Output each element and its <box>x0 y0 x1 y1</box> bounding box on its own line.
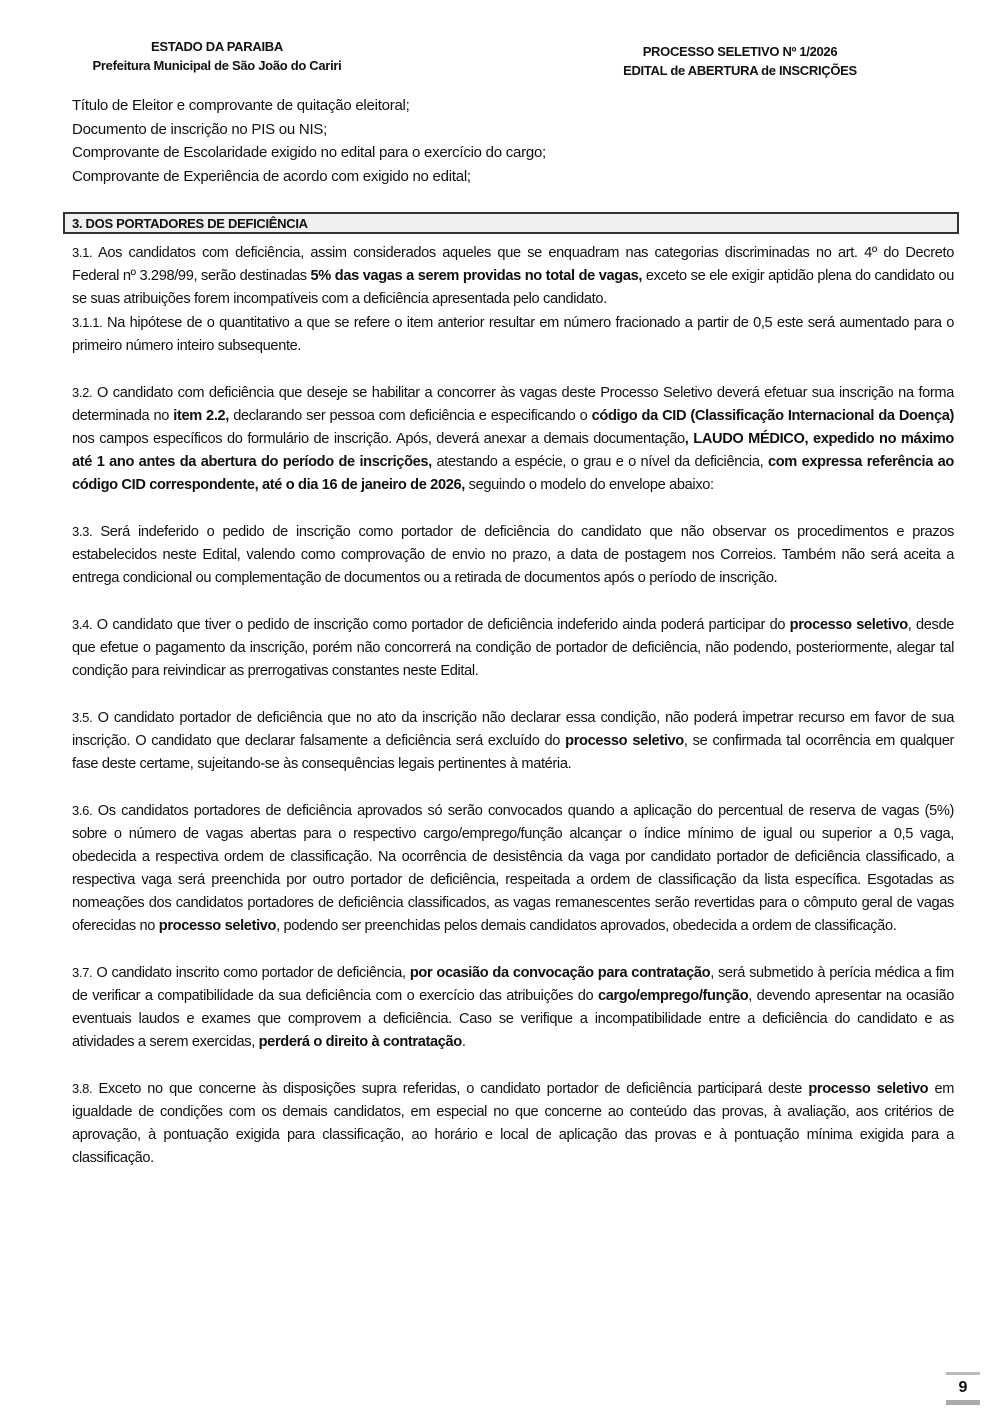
bold-text: item 2.2, <box>173 408 229 424</box>
paragraph-text: O candidato portador de deficiência que no ato da inscrição não declarar essa condição, não poderá impetrar recurso em favor de sua inscrição. O candidato que declarar falsamente a deficiência será excluído do <box>72 710 954 749</box>
paragraph-3-3 <box>72 520 954 590</box>
page-number-box <box>946 1372 980 1405</box>
paragraph-text: O candidato inscrito como portador de deficiência, <box>92 965 410 981</box>
section-heading: 3. DOS PORTADORES DE DEFICIÊNCIA <box>63 212 959 234</box>
paragraph-number: 3.1. <box>72 245 93 260</box>
paragraph-text: Aos candidatos com deficiência, assim considerados aqueles que se enquadram nas categorias discriminadas no art. 4º do Decreto Federal nº 3.298/99, serão destinadas <box>72 245 954 284</box>
bold-text: processo seletivo <box>789 617 908 633</box>
bold-text: código da CID (Classificação Internacional da Doença) <box>591 408 954 424</box>
bold-text: com expressa referência ao código CID correspondente, até o dia 16 de janeiro de 2026, <box>72 454 954 493</box>
paragraph-number: 3.6. <box>72 803 93 818</box>
paragraph-number: 3.2. <box>72 385 93 400</box>
edital-title: EDITAL de ABERTURA de INSCRIÇÕES <box>623 63 857 78</box>
bold-text: por ocasião da convocação para contratação <box>409 965 711 981</box>
bold-text: processo seletivo <box>808 1081 929 1097</box>
paragraph-text: Na hipótese de o quantitativo a que se refere o item anterior resultar em número fracionado a partir de 0,5 este será aumentado para o primeiro número inteiro subsequente. <box>72 315 954 354</box>
paragraph-number: 3.7. <box>72 965 93 980</box>
paragraph-text: nos campos específicos do formulário de inscrição. Após, deverá anexar a demais documentação <box>72 431 685 447</box>
document-list <box>72 94 546 188</box>
bold-text: perderá o direito à contratação <box>258 1034 462 1050</box>
list-item: Comprovante de Experiência de acordo com exigido no edital; <box>72 167 471 185</box>
paragraph-3-6 <box>72 799 954 938</box>
bold-text: 5% das vagas a serem providas no total de vagas, <box>310 268 643 284</box>
state-name: ESTADO DA PARAIBA <box>151 39 283 54</box>
paragraph-text: Os candidatos portadores de deficiência aprovados só serão convocados quando a aplicação do percentual de reserva de vagas (5%) sobre o número de vagas abertas para o respectivo cargo/emprego/função alcançar o índice mínimo de igual ou superior a 0,5 vaga, obedecida a respectiva ordem de classificação. Na ocorrência de desistência da vaga por candidato portador de deficiência classificado, a respectiva vaga será preenchida por outro portador de deficiência, respeitada a ordem de classificação da lista específica. Esgotadas as nomeações dos candidatos portadores de deficiência classificados, as vagas remanescentes serão revertidas para o cômputo geral de vagas oferecidas no <box>72 803 954 934</box>
paragraph-3-1 <box>72 241 954 311</box>
paragraph-text: declarando ser pessoa com deficiência e especificando o <box>229 408 592 424</box>
paragraph-text: , devendo apresentar na ocasião eventuais laudos e exames que comprovem a deficiência. Caso se verifique a incompatibilidade entre a deficiência do candidato e as atividades a serem exercidas, <box>72 988 954 1050</box>
paragraph-3-2 <box>72 381 954 497</box>
paragraph-text: Exceto no que concerne às disposições supra referidas, o candidato portador de deficiência participará deste <box>92 1081 809 1097</box>
paragraph-text: exceto se ele exigir aptidão plena do candidato ou se suas atribuições forem incompatíveis com a deficiência apresentada pelo candidato. <box>72 268 955 307</box>
paragraph-text: O candidato que tiver o pedido de inscrição como portador de deficiência indeferido ainda poderá participar do <box>92 617 790 633</box>
paragraph-3-7 <box>72 961 954 1054</box>
paragraph-text: , será submetido à perícia médica a fim de verificar a compatibilidade da sua deficiência com o exercício das atribuições do <box>72 965 954 1004</box>
paragraph-number: 3.3. <box>72 524 93 539</box>
paragraph-3-4 <box>72 613 954 683</box>
list-item: Documento de inscrição no PIS ou NIS; <box>72 120 328 138</box>
paragraph-3-8 <box>72 1077 954 1170</box>
bold-text: cargo/emprego/função <box>597 988 749 1004</box>
header-right <box>590 42 890 80</box>
paragraph-text: , podendo ser preenchidas pelos demais candidatos aprovados, obedecida a ordem de classificação. <box>276 918 897 934</box>
paragraph-3-5 <box>72 706 954 776</box>
paragraph-text: seguindo o modelo do envelope abaixo: <box>464 477 714 493</box>
paragraph-number: 3.1.1. <box>72 315 103 330</box>
section-body <box>72 241 954 1170</box>
paragraph-text: em igualdade de condições com os demais candidatos, em especial no que concerne ao conteúdo das provas, à avaliação, aos critérios de aprovação, à pontuação exigida para classificação, ao horário e local de aplicação das provas e à pontuação mínima exigida para a classificação. <box>72 1081 955 1166</box>
paragraph-text: , desde que efetue o pagamento da inscrição, porém não concorrerá na condição de portador de deficiência, não podendo, posteriormente, alegar tal condição para reivindicar as prerrogativas constantes neste Edital. <box>72 617 955 679</box>
paragraph-3-1-1 <box>72 311 954 358</box>
page-number: 9 <box>958 1379 968 1396</box>
header-left <box>62 37 372 75</box>
list-item: Título de Eleitor e comprovante de quitação eleitoral; <box>72 97 410 114</box>
paragraph-number: 3.4. <box>72 617 93 632</box>
paragraph-text: , se confirmada tal ocorrência em qualquer fase deste certame, sujeitando-se às consequências legais pertinentes à matéria. <box>72 733 954 772</box>
divider <box>946 1372 980 1375</box>
list-item: Comprovante de Escolaridade exigido no edital para o exercício do cargo; <box>72 144 546 161</box>
divider <box>946 1400 980 1405</box>
paragraph-text: . <box>461 1034 466 1050</box>
municipality-name: Prefeitura Municipal de São João do Cariri <box>92 58 342 73</box>
bold-text: processo seletivo <box>158 918 277 934</box>
paragraph-text: O candidato com deficiência que deseje se habilitar a concorrer às vagas deste Processo Seletivo deverá efetuar sua inscrição na forma determinada no <box>72 385 954 424</box>
paragraph-number: 3.5. <box>72 710 93 725</box>
paragraph-text: Será indeferido o pedido de inscrição como portador de deficiência do candidato que não observar os procedimentos e prazos estabelecidos neste Edital, valendo como comprovação de envio no prazo, a data de postagem nos Correios. Também não será aceita a entrega condicional ou complementação de documentos ou a retirada de documentos após o período de inscrição. <box>72 524 954 586</box>
bold-text: , LAUDO MÉDICO, expedido no máximo até 1 ano antes da abertura do período de inscrições, <box>72 431 954 470</box>
paragraph-number: 3.8. <box>72 1081 93 1096</box>
paragraph-text: atestando a espécie, o grau e o nível da deficiência, <box>431 454 768 470</box>
process-title: PROCESSO SELETIVO Nº 1/2026 <box>642 44 838 59</box>
bold-text: processo seletivo <box>565 733 684 749</box>
